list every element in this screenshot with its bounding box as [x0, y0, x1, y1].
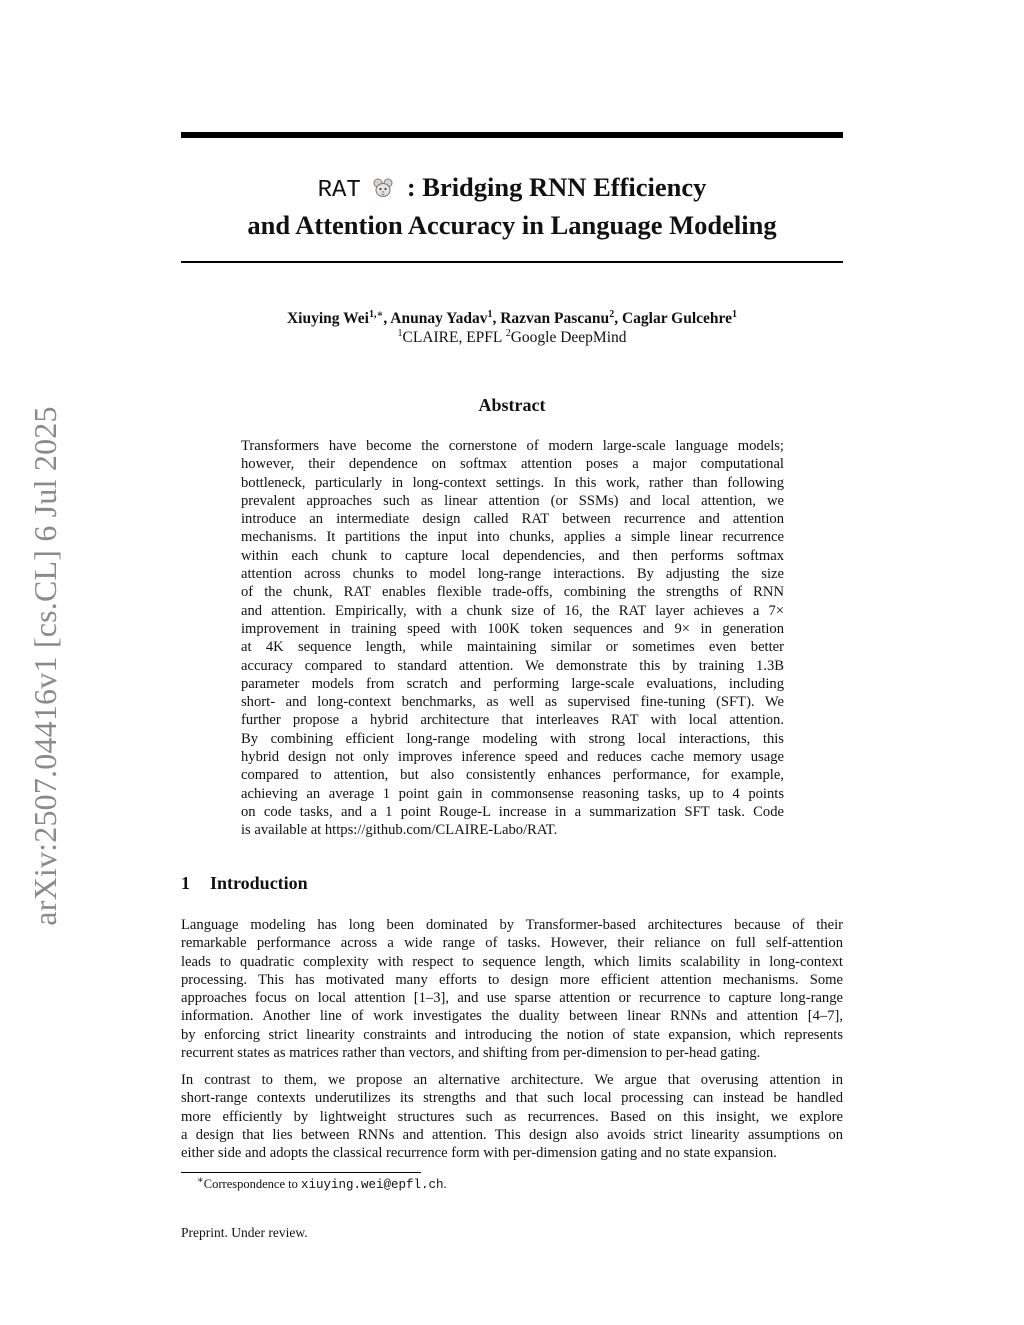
author-name: Anunay Yadav [390, 310, 488, 327]
abstract-line: Transformers have become the cornerstone of modern large-scale language models; [241, 438, 784, 454]
footnote-text: Correspondence to [203, 1177, 301, 1191]
paragraph-line: recurrent states as matrices rather than vectors, and shifting from per-dimension to per-head gating. [181, 1045, 761, 1062]
paragraph-line: a design that lies between RNNs and attention. This design also avoids strict linearity assumptions on [181, 1126, 843, 1143]
abstract-line: compared to attention, but also consistently enhances performance, for example, [241, 767, 784, 784]
abstract-line: prevalent approaches such as linear attention (or SSMs) and local attention, we [241, 492, 784, 509]
paragraph-line: by enforcing strict linearity constraints and introducing the notion of state expansion, which represents [181, 1026, 843, 1043]
abstract-line: and attention. Empirically, with a chunk size of 16, the RAT layer achieves a 7× [241, 602, 784, 619]
section-heading-introduction [181, 873, 308, 894]
abstract-line: within each chunk to capture local dependencies, and then performs softmax [241, 547, 784, 564]
affiliation-name: CLAIRE, EPFL [402, 329, 502, 346]
section-number: 1 [181, 873, 190, 893]
paper-title [181, 170, 843, 242]
affiliation-mark: 1 [397, 327, 403, 339]
footnote-mark: ∗ [197, 1174, 204, 1186]
abstract-line: on code tasks, and a 1 point Rouge-L increase in a summarization SFT task. Code [241, 803, 784, 820]
abstract-heading: Abstract [478, 395, 546, 415]
title-line-2: and Attention Accuracy in Language Modeling [247, 210, 777, 240]
title-model-name: RAT [317, 177, 361, 204]
abstract-line: further propose a hybrid architecture that interleaves RAT with local attention. [241, 712, 784, 729]
section-title: Introduction [210, 873, 308, 893]
author-affiliation-mark: 2 [609, 308, 615, 320]
abstract-line: improvement in training speed with 100K token sequences and 9× in generation [241, 620, 784, 637]
paragraph-line: In contrast to them, we propose an alternative architecture. We argue that overusing attention in [181, 1072, 843, 1088]
footnote-email: xiuying.wei@epfl.ch [301, 1178, 444, 1192]
author-affiliation-mark: 1 [732, 308, 738, 320]
paragraph-line: more efficiently by lightweight structures such as recurrences. Based on this insight, we explore [181, 1108, 843, 1125]
abstract-line: is available at https://github.com/CLAIRE-Labo/RAT. [241, 822, 558, 839]
footnote-rule [181, 1172, 421, 1173]
author-name: Caglar Gulcehre [621, 310, 733, 327]
paragraph-line: Language modeling has long been dominated by Transformer-based architectures because of their [181, 917, 843, 933]
author-name: Xiuying Wei [286, 310, 369, 327]
abstract-line: attention across chunks to model long-range interactions. By adjusting the size [241, 566, 784, 583]
abstract-line: mechanisms. It partitions the input into chunks, applies a simple linear recurrence [241, 529, 784, 546]
abstract-line: however, their dependence on softmax attention poses a major computational [241, 456, 784, 473]
title-line-1 [181, 170, 843, 208]
author-list: Xiuying Wei$^{1,∗}$, Anunay Yadav$^1$, Razvan Pascanu$^2$, Caglar Gulcehre$^1$ [286, 308, 738, 327]
affiliation-mark: 2 [505, 327, 511, 339]
abstract-line: parameter models from scratch and performing large-scale evaluations, including [241, 675, 784, 692]
mouse-face-icon [373, 172, 393, 206]
paragraph-line: information. Another line of work investigates the duality between linear RNNs and attention [4–7], [181, 1008, 843, 1025]
abstract-line: at 4K sequence length, while maintaining similar or sometimes even better [241, 639, 784, 656]
paragraph-line: either side and adopts the classical recurrence form with per-dimension gating and no state expansion. [181, 1145, 777, 1162]
paragraph-line: processing. This has motivated many efforts to design more efficient attention mechanisms. Some [181, 971, 843, 988]
footnote [197, 1174, 447, 1192]
abstract-body [241, 437, 784, 840]
abstract-line: accuracy compared to standard attention. We demonstrate this by training 1.3B [241, 657, 784, 674]
arxiv-identifier-stamp: arXiv:2507.04416v1 [cs.CL] 6 Jul 2025 [27, 406, 63, 926]
paragraph-line: leads to quadratic complexity with respect to sequence length, which limits scalability in long-context [181, 953, 843, 970]
intro-paragraph-2 [181, 1071, 843, 1162]
affiliation-name: Google DeepMind [510, 329, 627, 346]
title-line-1-text: : Bridging RNN Efficiency [406, 172, 707, 202]
abstract-line: achieving an average 1 point gain in commonsense reasoning tasks, up to 4 points [241, 785, 784, 802]
abstract-line: introduce an intermediate design called RAT between recurrence and attention [241, 511, 784, 528]
footnote-end: . [443, 1177, 447, 1191]
abstract-line: short- and long-context benchmarks, as well as supervised fine-tuning (SFT). We [241, 694, 784, 711]
abstract-line: By combining efficient long-range modeling with strong local interactions, this [241, 730, 784, 747]
author-name: Razvan Pascanu [500, 310, 610, 327]
title-bottom-rule [181, 261, 843, 263]
paragraph-line: approaches focus on local attention [1–3], and use sparse attention or recurrence to capture long-range [181, 990, 843, 1007]
affiliation-list [181, 328, 843, 347]
preprint-notice: Preprint. Under review. [181, 1225, 308, 1240]
author-affiliation-mark: 1,∗ [368, 308, 384, 320]
paragraph-line: short-range contexts underutilizes its strengths and that such local processing can instead be handled [181, 1090, 843, 1107]
author-affiliation-mark: 1 [487, 308, 493, 320]
intro-paragraph-1 [181, 916, 843, 1062]
paragraph-line: remarkable performance across a wide range of tasks. However, their reliance on full self-attention [181, 935, 843, 952]
title-top-rule [181, 132, 843, 138]
abstract-line: of the chunk, RAT enables flexible trade-offs, combining the strengths of RNN [241, 584, 784, 601]
abstract-line: bottleneck, particularly in long-context settings. In this work, rather than following [241, 474, 784, 491]
abstract-line: hybrid design not only improves inference speed and reduces cache memory usage [241, 749, 784, 766]
